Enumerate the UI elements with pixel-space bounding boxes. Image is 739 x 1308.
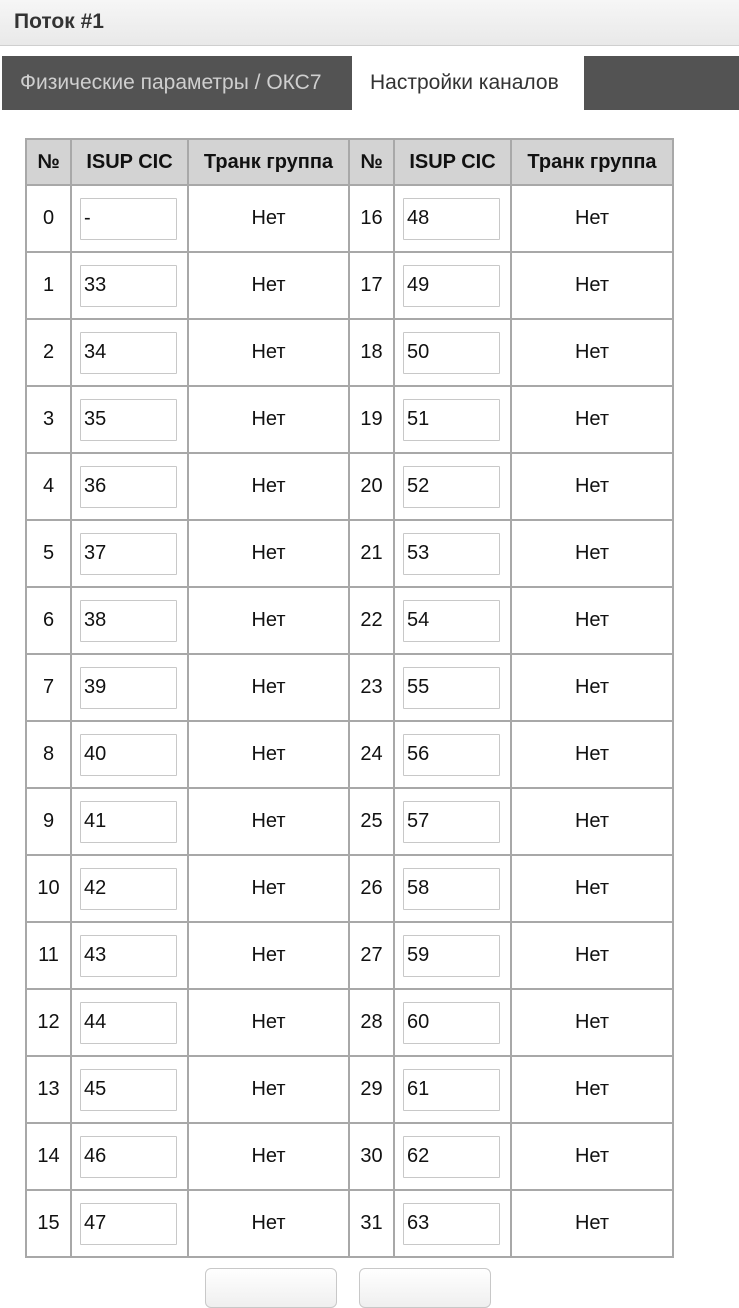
isup-cic-input[interactable] <box>403 1136 500 1178</box>
isup-cic-cell <box>394 922 511 989</box>
channel-number: 9 <box>26 788 71 855</box>
isup-cic-input[interactable] <box>80 399 177 441</box>
table-body <box>26 185 673 1257</box>
isup-cic-input[interactable] <box>403 801 500 843</box>
channel-number: 3 <box>26 386 71 453</box>
channel-number: 16 <box>349 185 394 252</box>
isup-cic-input[interactable] <box>403 734 500 776</box>
channel-number: 4 <box>26 453 71 520</box>
channel-number: 28 <box>349 989 394 1056</box>
channel-number: 31 <box>349 1190 394 1257</box>
header-isup-cic: ISUP CIC <box>394 139 511 185</box>
isup-cic-cell <box>394 654 511 721</box>
channel-number: 21 <box>349 520 394 587</box>
bottom-button-2[interactable] <box>359 1268 491 1308</box>
trunk-group-value: Нет <box>511 1056 673 1123</box>
isup-cic-input[interactable] <box>403 399 500 441</box>
trunk-group-value: Нет <box>188 386 349 453</box>
isup-cic-input[interactable] <box>403 1203 500 1245</box>
table-row <box>26 654 673 721</box>
channel-number: 20 <box>349 453 394 520</box>
trunk-group-value: Нет <box>188 1056 349 1123</box>
trunk-group-value: Нет <box>511 252 673 319</box>
isup-cic-cell <box>71 252 188 319</box>
isup-cic-input[interactable] <box>403 1069 500 1111</box>
table-row <box>26 453 673 520</box>
trunk-group-value: Нет <box>511 654 673 721</box>
trunk-group-value: Нет <box>511 386 673 453</box>
trunk-group-value: Нет <box>188 185 349 252</box>
table-row <box>26 788 673 855</box>
isup-cic-input[interactable] <box>80 265 177 307</box>
isup-cic-cell <box>71 453 188 520</box>
table-row <box>26 520 673 587</box>
isup-cic-cell <box>71 788 188 855</box>
isup-cic-input[interactable] <box>403 332 500 374</box>
isup-cic-cell <box>71 855 188 922</box>
channel-number: 14 <box>26 1123 71 1190</box>
isup-cic-cell <box>394 989 511 1056</box>
table-row <box>26 989 673 1056</box>
isup-cic-cell <box>71 587 188 654</box>
channel-number: 7 <box>26 654 71 721</box>
trunk-group-value: Нет <box>188 989 349 1056</box>
channel-number: 2 <box>26 319 71 386</box>
isup-cic-cell <box>71 520 188 587</box>
header-trunk-group: Транк группа <box>511 139 673 185</box>
trunk-group-value: Нет <box>188 654 349 721</box>
isup-cic-cell <box>394 520 511 587</box>
isup-cic-cell <box>71 185 188 252</box>
isup-cic-cell <box>394 587 511 654</box>
channel-number: 12 <box>26 989 71 1056</box>
isup-cic-input[interactable] <box>403 1002 500 1044</box>
channel-number: 27 <box>349 922 394 989</box>
trunk-group-value: Нет <box>511 587 673 654</box>
isup-cic-input[interactable] <box>403 198 500 240</box>
tab-channel-settings[interactable]: Настройки каналов <box>352 56 584 110</box>
channel-number: 18 <box>349 319 394 386</box>
isup-cic-input[interactable] <box>403 533 500 575</box>
isup-cic-cell <box>394 1123 511 1190</box>
channel-number: 6 <box>26 587 71 654</box>
trunk-group-value: Нет <box>188 453 349 520</box>
isup-cic-input[interactable] <box>80 1203 177 1245</box>
isup-cic-cell <box>394 1190 511 1257</box>
isup-cic-cell <box>71 989 188 1056</box>
isup-cic-cell <box>71 319 188 386</box>
trunk-group-value: Нет <box>188 1190 349 1257</box>
channel-number: 25 <box>349 788 394 855</box>
table-row <box>26 386 673 453</box>
table-row <box>26 1056 673 1123</box>
channel-number: 0 <box>26 185 71 252</box>
isup-cic-input[interactable] <box>80 734 177 776</box>
isup-cic-input[interactable] <box>80 533 177 575</box>
table-row <box>26 252 673 319</box>
page-title: Поток #1 <box>14 10 104 33</box>
header-trunk-group: Транк группа <box>188 139 349 185</box>
isup-cic-input[interactable] <box>80 667 177 709</box>
isup-cic-cell <box>394 1056 511 1123</box>
tab-bar <box>2 56 739 110</box>
bottom-button-1[interactable] <box>205 1268 337 1308</box>
channel-number: 19 <box>349 386 394 453</box>
trunk-group-value: Нет <box>188 721 349 788</box>
trunk-group-value: Нет <box>188 252 349 319</box>
isup-cic-cell <box>71 1190 188 1257</box>
table-row <box>26 1123 673 1190</box>
tab-physical-params[interactable]: Физические параметры / ОКС7 <box>2 56 352 110</box>
trunk-group-value: Нет <box>511 520 673 587</box>
table-row <box>26 587 673 654</box>
header-number: № <box>349 139 394 185</box>
table-row <box>26 855 673 922</box>
page-header <box>0 0 739 46</box>
trunk-group-value: Нет <box>511 319 673 386</box>
trunk-group-value: Нет <box>188 319 349 386</box>
channel-number: 17 <box>349 252 394 319</box>
isup-cic-input[interactable] <box>80 600 177 642</box>
trunk-group-value: Нет <box>511 922 673 989</box>
isup-cic-cell <box>71 922 188 989</box>
trunk-group-value: Нет <box>188 855 349 922</box>
table-row <box>26 922 673 989</box>
table-header-row <box>26 139 673 185</box>
channels-table <box>25 138 674 1258</box>
isup-cic-cell <box>71 1123 188 1190</box>
isup-cic-input[interactable] <box>403 600 500 642</box>
isup-cic-cell <box>394 721 511 788</box>
isup-cic-input[interactable] <box>80 1002 177 1044</box>
table-row <box>26 1190 673 1257</box>
trunk-group-value: Нет <box>511 453 673 520</box>
isup-cic-input[interactable] <box>80 332 177 374</box>
isup-cic-input[interactable] <box>403 466 500 508</box>
isup-cic-cell <box>394 788 511 855</box>
channel-number: 1 <box>26 252 71 319</box>
channel-number: 13 <box>26 1056 71 1123</box>
isup-cic-input[interactable] <box>403 868 500 910</box>
table-row <box>26 185 673 252</box>
header-number: № <box>26 139 71 185</box>
isup-cic-cell <box>71 386 188 453</box>
isup-cic-cell <box>394 855 511 922</box>
trunk-group-value: Нет <box>511 721 673 788</box>
isup-cic-cell <box>71 654 188 721</box>
isup-cic-input[interactable] <box>80 801 177 843</box>
channel-number: 11 <box>26 922 71 989</box>
isup-cic-input[interactable] <box>80 1069 177 1111</box>
trunk-group-value: Нет <box>188 788 349 855</box>
header-isup-cic: ISUP CIC <box>71 139 188 185</box>
trunk-group-value: Нет <box>511 989 673 1056</box>
trunk-group-value: Нет <box>511 1123 673 1190</box>
trunk-group-value: Нет <box>188 587 349 654</box>
channel-number: 22 <box>349 587 394 654</box>
channel-number: 29 <box>349 1056 394 1123</box>
channel-number: 5 <box>26 520 71 587</box>
trunk-group-value: Нет <box>188 922 349 989</box>
isup-cic-cell <box>394 386 511 453</box>
channel-number: 26 <box>349 855 394 922</box>
isup-cic-cell <box>71 1056 188 1123</box>
trunk-group-value: Нет <box>511 185 673 252</box>
channel-number: 10 <box>26 855 71 922</box>
isup-cic-input[interactable] <box>403 265 500 307</box>
table-row <box>26 319 673 386</box>
channel-number: 30 <box>349 1123 394 1190</box>
isup-cic-input[interactable] <box>403 935 500 977</box>
isup-cic-input[interactable] <box>403 667 500 709</box>
isup-cic-input[interactable] <box>80 935 177 977</box>
isup-cic-input[interactable] <box>80 868 177 910</box>
channel-number: 15 <box>26 1190 71 1257</box>
trunk-group-value: Нет <box>511 855 673 922</box>
isup-cic-cell <box>394 453 511 520</box>
channel-number: 24 <box>349 721 394 788</box>
trunk-group-value: Нет <box>511 1190 673 1257</box>
isup-cic-input[interactable] <box>80 1136 177 1178</box>
isup-cic-cell <box>394 252 511 319</box>
trunk-group-value: Нет <box>511 788 673 855</box>
isup-cic-cell <box>394 319 511 386</box>
isup-cic-cell <box>394 185 511 252</box>
table-row <box>26 721 673 788</box>
isup-cic-input[interactable] <box>80 198 177 240</box>
isup-cic-cell <box>71 721 188 788</box>
trunk-group-value: Нет <box>188 520 349 587</box>
channel-number: 8 <box>26 721 71 788</box>
isup-cic-input[interactable] <box>80 466 177 508</box>
channel-number: 23 <box>349 654 394 721</box>
trunk-group-value: Нет <box>188 1123 349 1190</box>
